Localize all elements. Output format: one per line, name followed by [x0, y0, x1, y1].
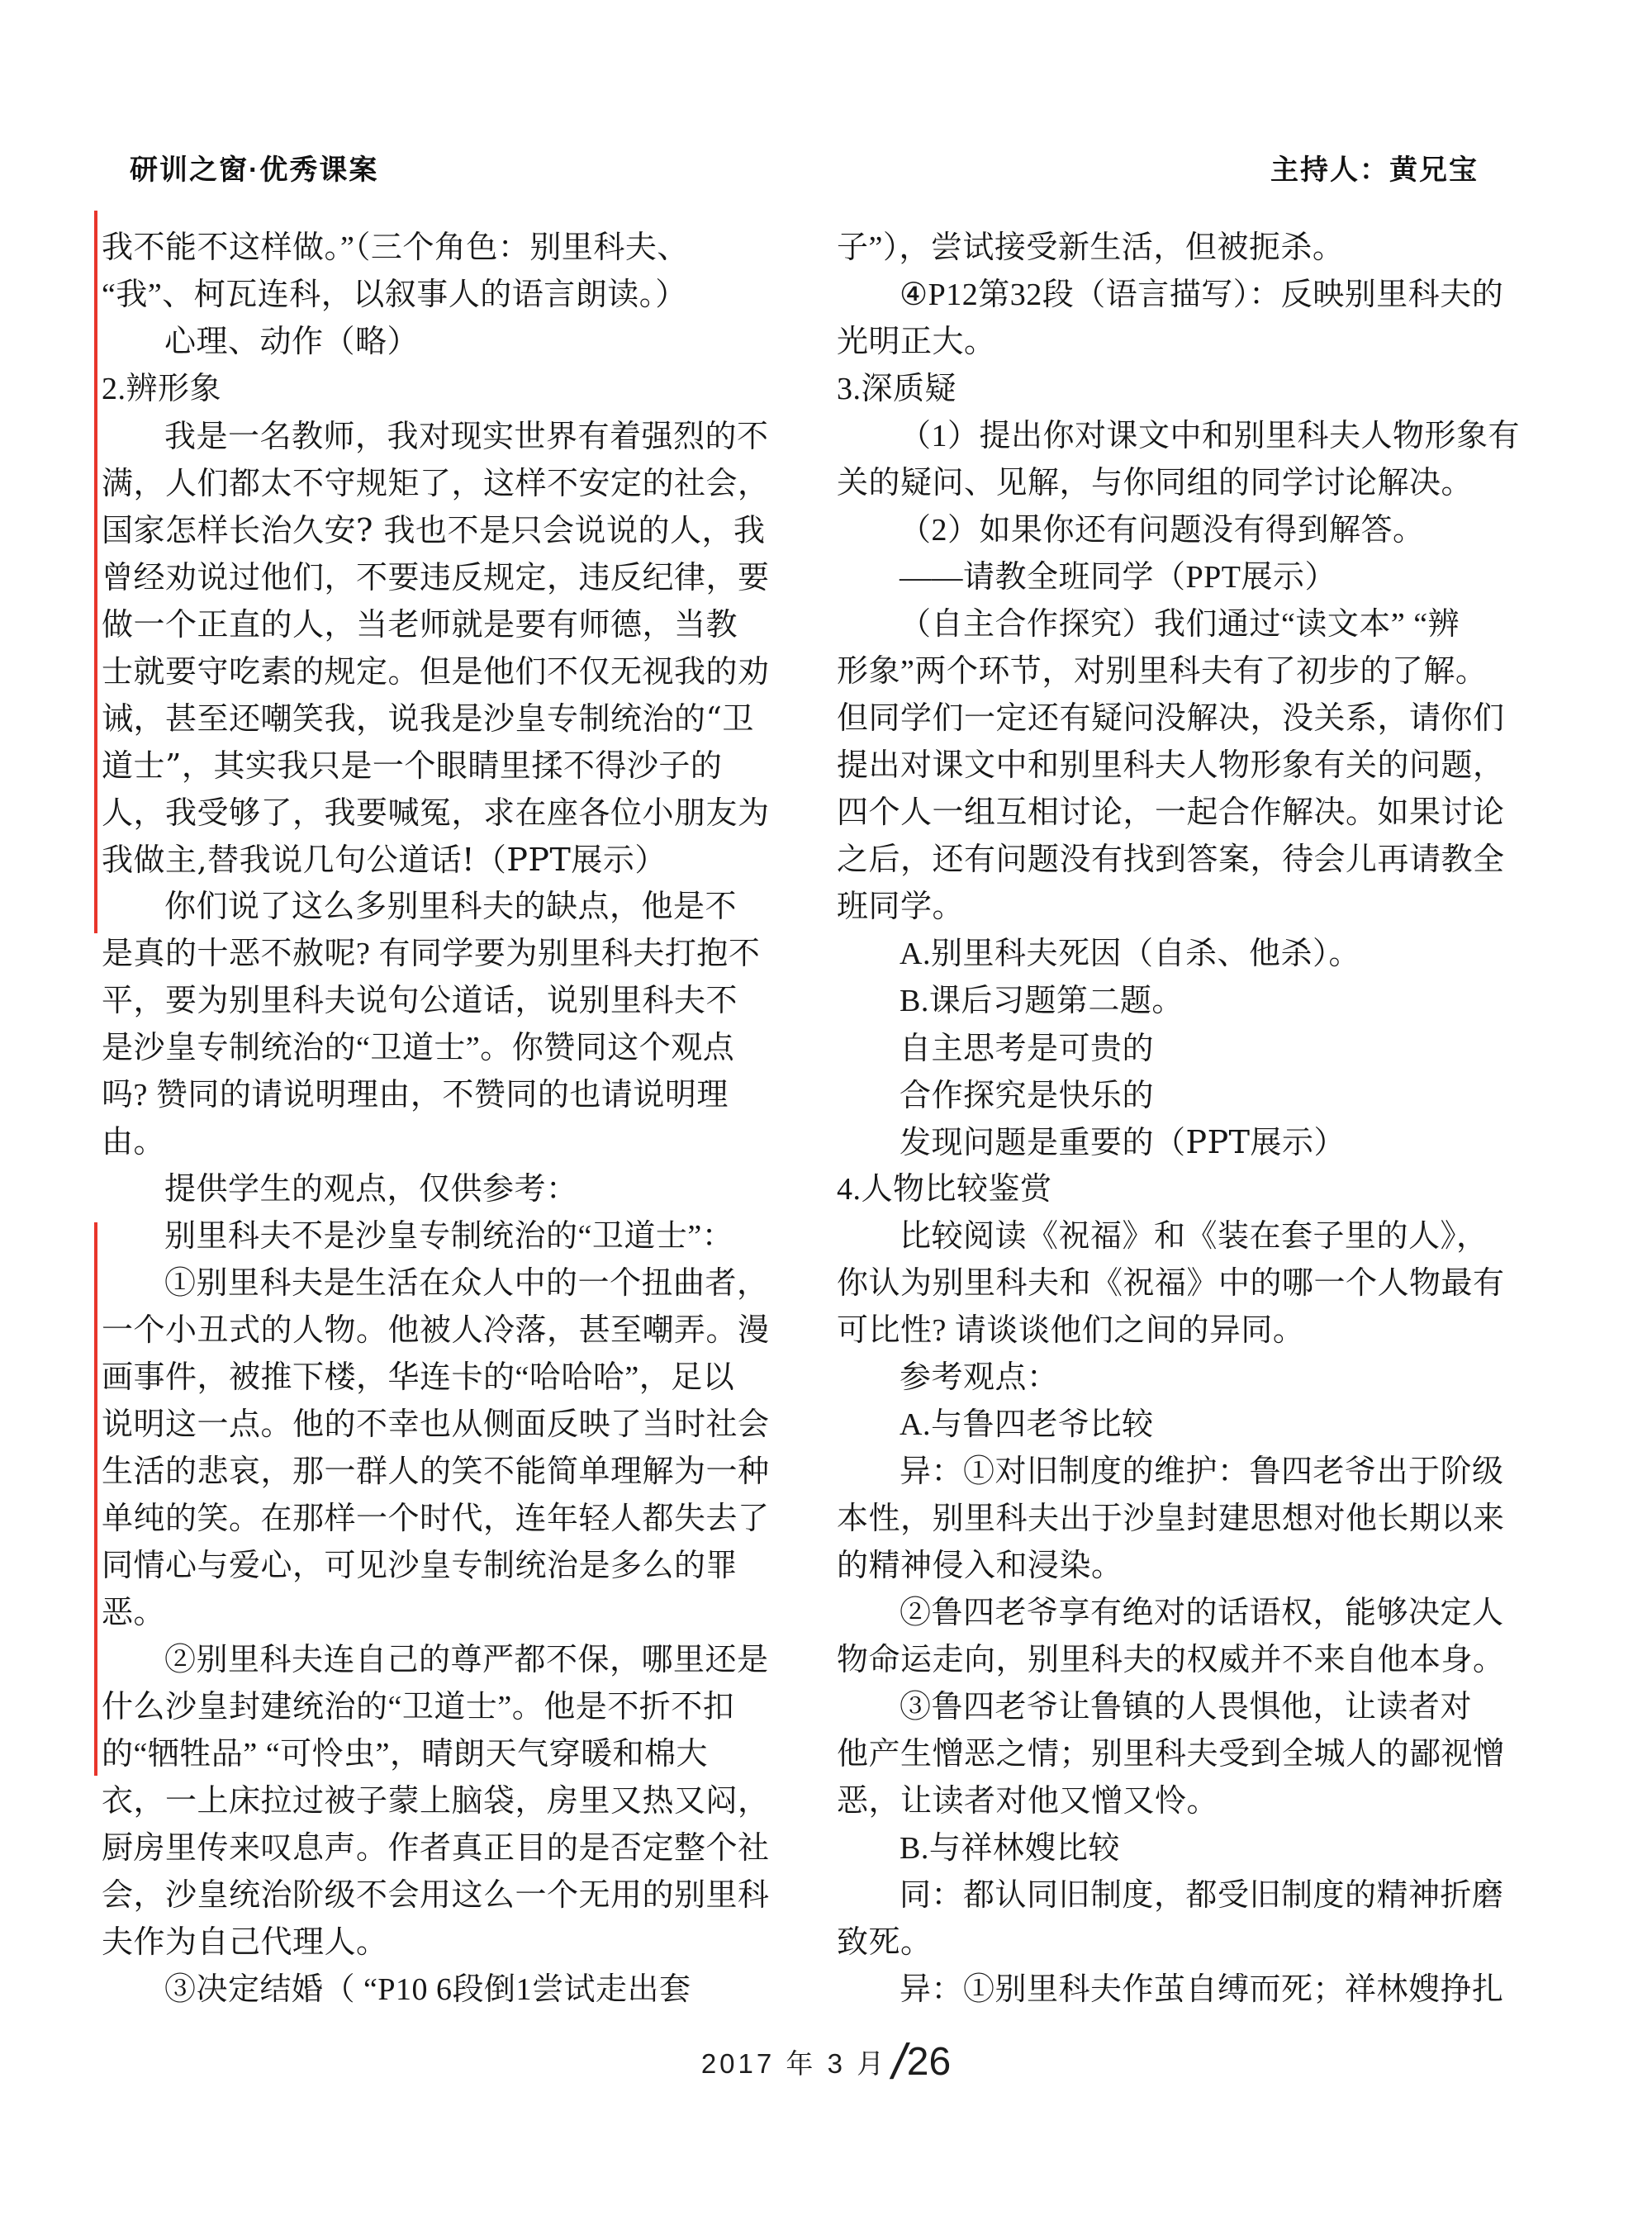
text-line: 衣，一上床拉过被子蒙上脑袋，房里又热又闷，: [102, 1784, 770, 1819]
text-line: ②鲁四老爷享有绝对的话语权，能够决定人: [900, 1596, 1504, 1630]
text-line: 同情心与爱心，可见沙皇专制统治是多么的罪: [102, 1549, 738, 1583]
text-line: ④P12第32段（语言描写）：反映别里科夫的: [900, 278, 1504, 312]
text-line: 异：①别里科夫作茧自缚而死；祥林嫂挣扎: [900, 1972, 1504, 2007]
text-line: 他产生憎恶之情；别里科夫受到全城人的鄙视憎: [837, 1737, 1505, 1772]
text-line: 子”），尝试接受新生活，但被扼杀。: [837, 230, 1345, 265]
text-line: “我”、柯瓦连科，以叙事人的语言朗读。）: [102, 278, 687, 312]
footer-slash: /: [892, 2034, 906, 2090]
text-line: 本性，别里科夫出于沙皇封建思想对他长期以来: [837, 1502, 1505, 1536]
text-line: 提出对课文中和别里科夫人物形象有关的问题，: [837, 748, 1505, 783]
red-margin-rule-top: [94, 211, 97, 933]
right-text-column: [837, 225, 1554, 2014]
issue-date: 2017 年 3 月: [700, 2048, 888, 2079]
text-line: 吗? 赞同的请说明理由，不赞同的也请说明理: [102, 1078, 729, 1112]
text-line: 但同学们一定还有疑问没解决，没关系，请你们: [837, 701, 1505, 736]
text-line: ——请教全班同学（PPT展示）: [900, 560, 1336, 595]
text-line: 3.深质疑: [837, 372, 957, 406]
text-line: 四个人一组互相讨论，一起合作解决。如果讨论: [837, 795, 1505, 830]
text-line: （2）如果你还有问题没有得到解答。: [900, 513, 1425, 548]
text-line: 我是一名教师，我对现实世界有着强烈的不: [164, 418, 769, 454]
text-line: 4.人物比较鉴赏: [837, 1172, 1052, 1207]
text-line: 满，人们都太不守规矩了，这样不安定的社会，: [102, 465, 770, 501]
text-line: 单纯的笑。在那样一个时代，连年轻人都失去了: [102, 1502, 770, 1536]
text-line: 比较阅读《祝福》和《装在套子里的人》，: [900, 1219, 1488, 1254]
text-line: ①别里科夫是生活在众人中的一个扭曲者，: [164, 1266, 769, 1301]
text-line: 同：都认同旧制度，都受旧制度的精神折磨: [900, 1878, 1504, 1913]
text-line: 什么沙皇封建统治的“卫道士”。他是不折不扣: [102, 1690, 735, 1724]
text-line: 画事件，被推下楼，华连卡的“哈哈哈”，足以: [102, 1360, 735, 1395]
text-line: 做一个正直的人，当老师就是要有师德，当教: [102, 606, 738, 643]
text-line: 道士”，其实我只是一个眼睛里揉不得沙子的: [102, 747, 723, 784]
host-credit: 主持人：黄兄宝: [1270, 154, 1479, 186]
text-line: 物命运走向，别里科夫的权威并不来自他本身。: [837, 1643, 1505, 1677]
text-line: 的精神侵入和浸染。: [837, 1549, 1123, 1583]
text-line: 平，要为别里科夫说句公道话，说别里科夫不: [102, 984, 738, 1018]
text-line: 一个小丑式的人物。他被人冷落，甚至嘲弄。漫: [102, 1313, 770, 1348]
text-line: 曾经劝说过他们，不要违反规定，违反纪律，要: [102, 559, 770, 595]
text-line: 会，沙皇统治阶级不会用这么一个无用的别里科: [102, 1878, 770, 1913]
text-line: 别里科夫不是沙皇专制统治的“卫道士”：: [164, 1219, 734, 1254]
text-line: 可比性? 请谈谈他们之间的异同。: [837, 1313, 1305, 1348]
text-line: 异：①对旧制度的维护：鲁四老爷出于阶级: [900, 1454, 1504, 1489]
text-line: 2.辨形象: [102, 372, 222, 406]
text-line: 心理、动作（略）: [164, 325, 420, 359]
text-line: 形象”两个环节，对别里科夫有了初步的了解。: [837, 654, 1488, 689]
text-line: 恶，让读者对他又憎又怜。: [837, 1784, 1219, 1819]
text-line: B.与祥林嫂比较: [900, 1831, 1120, 1866]
text-line: 我做主,替我说几句公道话!（PPT展示）: [102, 842, 667, 878]
text-line: ②别里科夫连自己的尊严都不保，哪里还是: [164, 1643, 769, 1677]
text-line: 生活的悲哀，那一群人的笑不能简单理解为一种: [102, 1454, 770, 1489]
text-line: B.课后习题第二题。: [900, 984, 1184, 1018]
text-line: 说明这一点。他的不幸也从侧面反映了当时社会: [102, 1407, 770, 1442]
red-margin-rule-bottom: [94, 1222, 97, 1776]
text-line: 发现问题是重要的（PPT展示）: [900, 1124, 1346, 1160]
section-title: 研训之窗·优秀课案: [130, 154, 379, 186]
text-line: 士就要守吃素的规定。但是他们不仅无视我的劝: [102, 653, 770, 690]
text-line: 致死。: [837, 1925, 933, 1960]
text-line: 你认为别里科夫和《祝福》中的哪一个人物最有: [837, 1266, 1505, 1301]
text-line: 夫作为自己代理人。: [102, 1925, 388, 1960]
text-line: 光明正大。: [837, 325, 996, 359]
text-line: 你们说了这么多别里科夫的缺点，他是不: [164, 890, 738, 924]
text-line: 提供学生的观点，仅供参考：: [164, 1172, 578, 1207]
text-line: A.别里科夫死因（自杀、他杀）。: [900, 937, 1360, 971]
text-line: 国家怎样长治久安? 我也不是只会说说的人，我: [102, 512, 766, 548]
left-text-column: [102, 225, 819, 2014]
text-line: 厨房里传来叹息声。作者真正目的是否定整个社: [102, 1831, 770, 1866]
page-footer: [0, 2033, 1652, 2090]
text-line: 诫，甚至还嘲笑我，说我是沙皇专制统治的“卫: [102, 700, 754, 737]
text-line: 自主思考是可贵的: [900, 1030, 1155, 1066]
text-line: 的“牺牲品” “可怜虫”，晴朗天气穿暖和棉大: [102, 1737, 708, 1772]
text-line: A.与鲁四老爷比较: [900, 1407, 1154, 1442]
text-line: 恶。: [102, 1596, 166, 1630]
text-line: 合作探究是快乐的: [900, 1077, 1155, 1113]
text-line: 人，我受够了，我要喊冤，求在座各位小朋友为: [102, 795, 770, 831]
text-line: 关的疑问、见解，与你同组的同学讨论解决。: [837, 466, 1474, 501]
text-line: ③决定结婚（ “P10 6段倒1尝试走出套: [164, 1972, 691, 2007]
text-line: 由。: [102, 1125, 166, 1160]
text-line: （1）提出你对课文中和别里科夫人物形象有: [900, 419, 1521, 453]
page-number: 26: [906, 2040, 952, 2084]
text-line: 是真的十恶不赦呢? 有同学要为别里科夫打抱不: [102, 937, 761, 971]
text-line: 班同学。: [837, 890, 965, 924]
text-line: 参考观点：: [900, 1360, 1059, 1395]
text-line: （自主合作探究）我们通过“读文本” “辨: [900, 607, 1460, 642]
text-line: ③鲁四老爷让鲁镇的人畏惧他，让读者对: [900, 1690, 1473, 1724]
text-line: 之后，还有问题没有找到答案，待会儿再请教全: [837, 842, 1505, 877]
text-line: 我不能不这样做。”（三个角色：别里科夫、: [102, 230, 689, 265]
text-line: 是沙皇专制统治的“卫道士”。你赞同这个观点: [102, 1031, 735, 1065]
